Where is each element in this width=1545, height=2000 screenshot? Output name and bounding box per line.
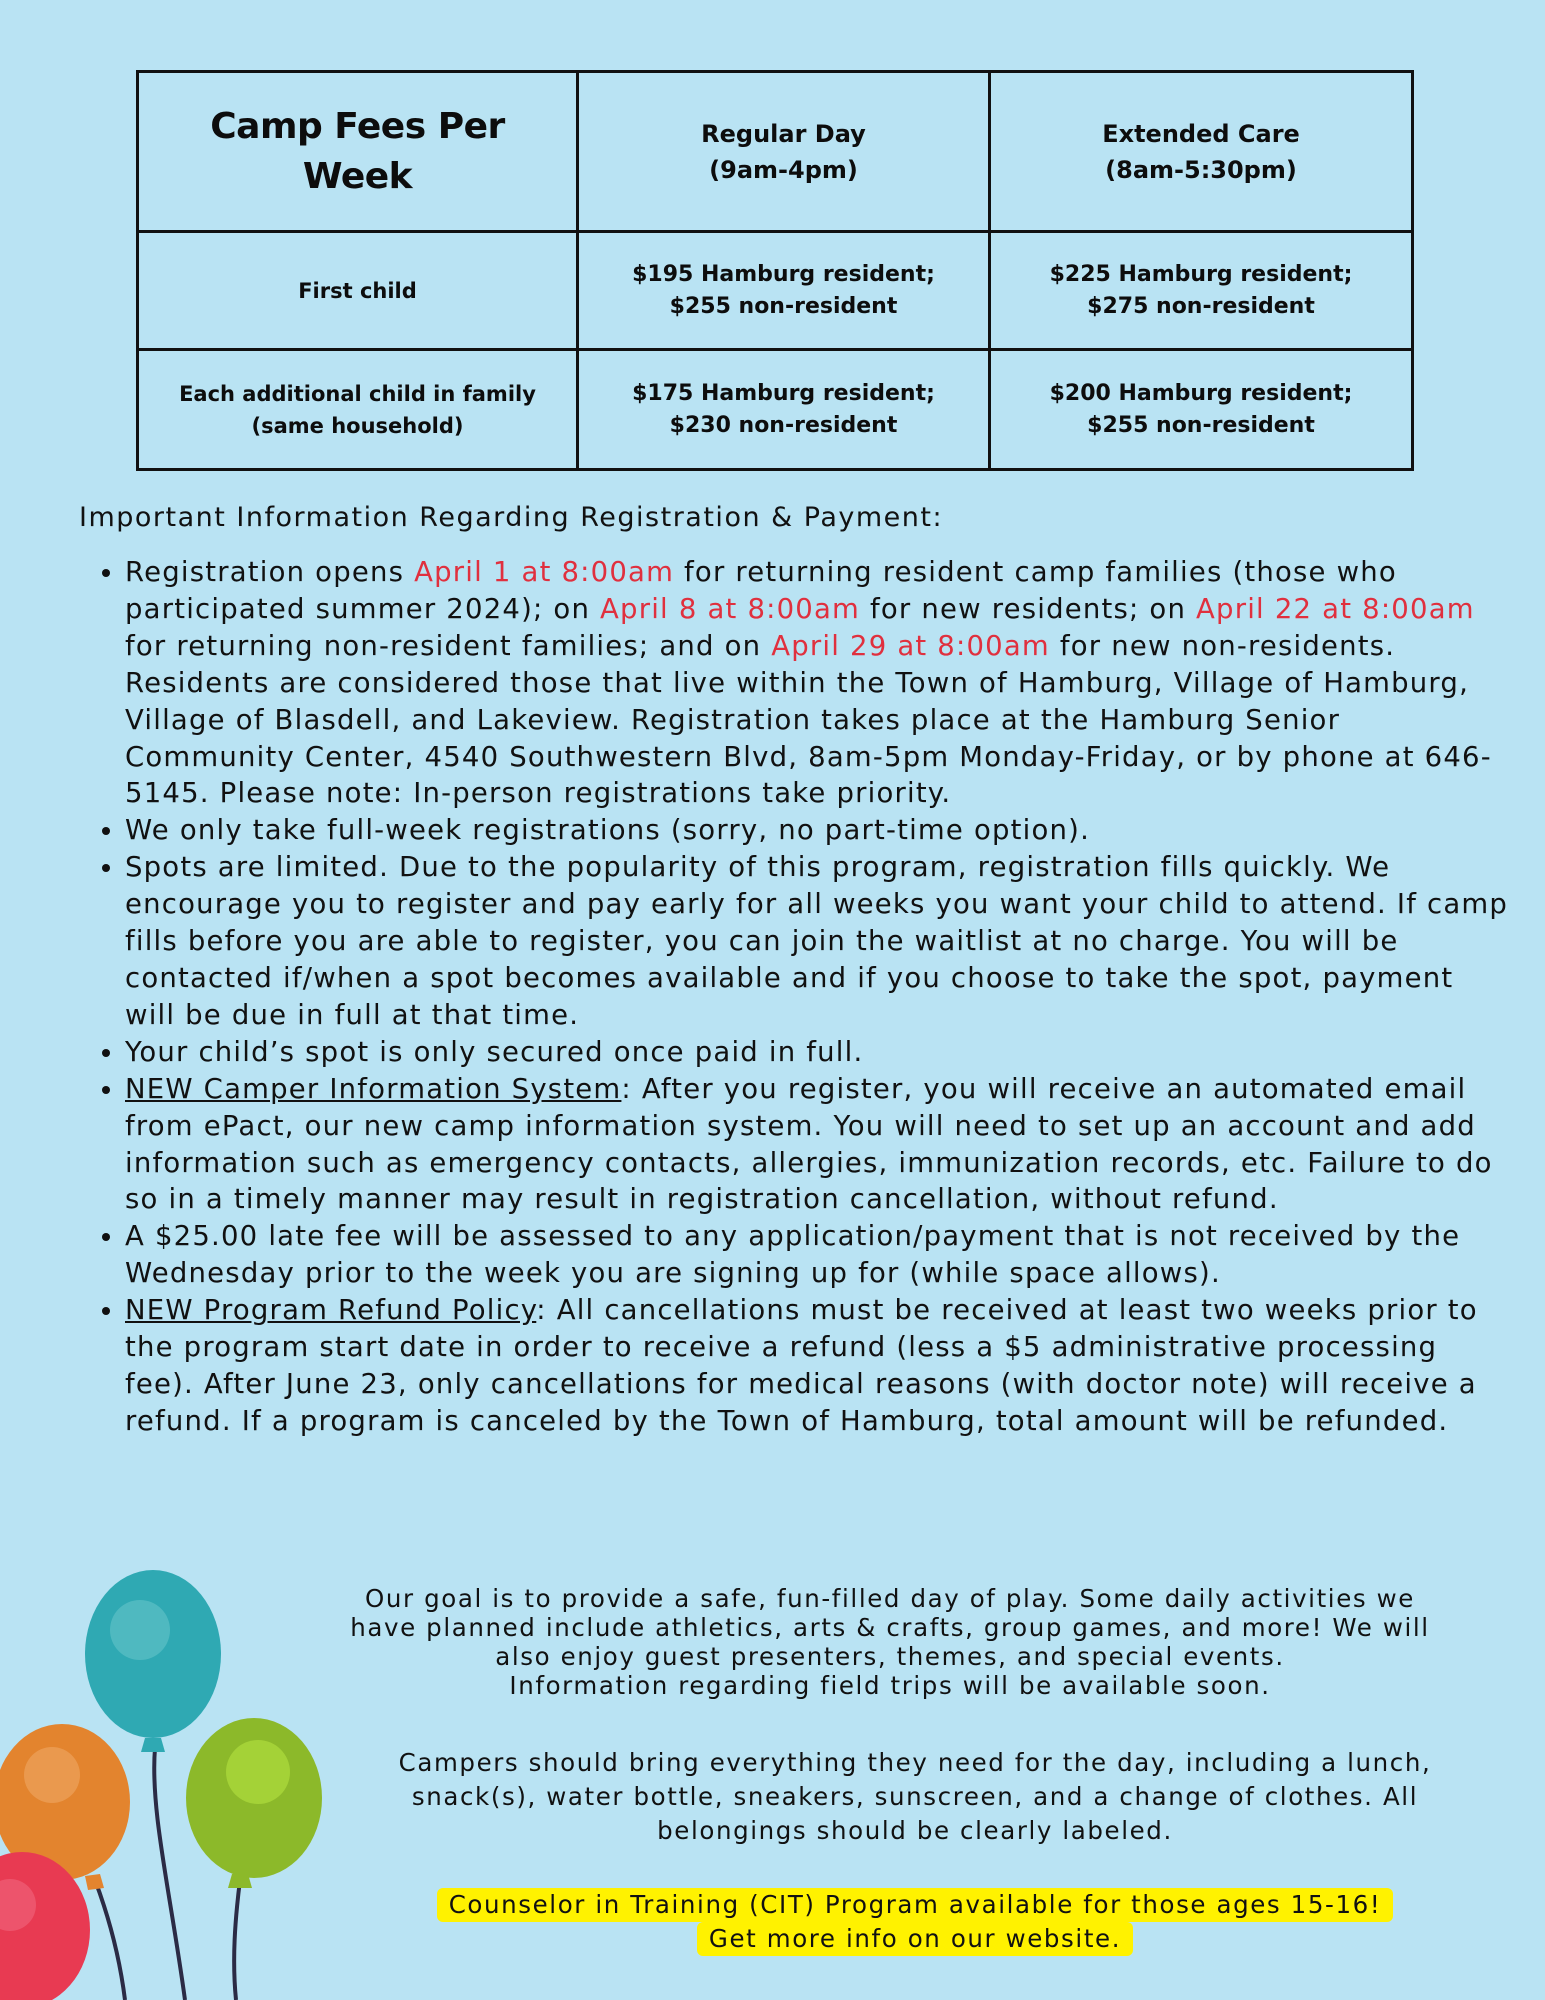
date-highlight: April 29 at 8:00am (771, 629, 1050, 662)
green-balloon-icon (186, 1718, 322, 1888)
row-header-additional-child: Each additional child in family (same household) (138, 350, 578, 470)
date-highlight: April 22 at 8:00am (1196, 592, 1475, 625)
balloon-string (154, 1748, 185, 2000)
cit-highlight: Get more info on our website. (697, 1922, 1133, 1956)
list-item-spots-limited: • Spots are limited. Due to the popularity of this program, registration fills quickly. We encourage you to register and pay early for all weeks you want your child to attend. If camp fills before you are able to register, you can join the waitlist at no charge. You will be contacted if/when a spot becomes available and if you choose to take the spot, payment will be due in full at that time. (125, 849, 1510, 1034)
list-item-refund-policy: • NEW Program Refund Policy: All cancellations must be received at least two weeks prior to the program start date in order to receive a refund (less a $5 administrative processing fee). After June 23, only cancellations for medical reasons (with doctor note) will receive a refund. If a program is canceled by the Town of Hamburg, total amount will be refunded. (125, 1292, 1510, 1440)
fee-cell: $195 Hamburg resident; $255 non-resident (578, 232, 990, 350)
date-highlight: April 8 at 8:00am (600, 592, 861, 625)
teal-balloon-icon (85, 1570, 221, 1752)
goal-paragraph: Our goal is to provide a safe, fun-filled day of play. Some daily activities we have planned include athletics, arts & crafts, group games, and more! We will also enjoy guest presenters, themes, and special events. Information regarding field trips will be available soon. (350, 1584, 1430, 1700)
bring-paragraph: Campers should bring everything they need for the day, including a lunch, snack(s), water bottle, sneakers, sunscreen, and a change of clothes. All belongings should be clearly labeled. (398, 1748, 1432, 1845)
fee-cell: $200 Hamburg resident; $255 non-resident (990, 350, 1413, 470)
fee-cell: $175 Hamburg resident; $230 non-resident (578, 350, 990, 470)
balloons-icon (0, 1560, 340, 2000)
table-header-row (138, 72, 1413, 232)
date-highlight: April 1 at 8:00am (414, 556, 675, 588)
info-list (92, 554, 1510, 1440)
list-item-full-week: • We only take full-week registrations (sorry, no part-time option). (125, 812, 1510, 849)
list-item-registration: • Registration opens April 1 at 8:00am for returning resident camp families (those who participated summer 2024); on April 8 at 8:00am for new residents; on April 22 at 8:00am for returning non-resident families; and on April 29 at 8:00am for new non-residents. Residents are considered those that live within the Town of Hamburg, Village of Hamburg, Village of Blasdell, and Lakeview. Registration takes place at the Hamburg Senior Community Center, 4540 Southwestern Blvd, 8am-5pm Monday-Friday, or by phone at 646-5145. Please note: In-person registrations take priority. (125, 554, 1510, 812)
balloon-string (234, 1880, 240, 2000)
info-system-title: NEW Camper Information System (125, 1072, 622, 1105)
row-header-first-child: First child (138, 232, 578, 350)
list-item-info-system: • NEW Camper Information System: After you register, you will receive an automated email from ePact, our new camp information system. You will need to set up an account and add information such as emergency contacts, allergies, immunization records, etc. Failure to do so in a timely manner may result in registration cancellation, without refund. (125, 1071, 1510, 1219)
fee-cell: $225 Hamburg resident; $275 non-resident (990, 232, 1413, 350)
list-item-spot-secured: • Your child’s spot is only secured once paid in full. (125, 1034, 1510, 1071)
column-header-extended-care: Extended Care (8am-5:30pm) (990, 72, 1413, 232)
list-item-late-fee: • A $25.00 late fee will be assessed to any application/payment that is not received by the Wednesday prior to the week you are signing up for (while space allows). (125, 1218, 1510, 1292)
cit-highlight: Counselor in Training (CIT) Program available for those ages 15-16! (437, 1888, 1394, 1922)
info-heading: Important Information Regarding Registration & Payment: (79, 502, 944, 533)
balloon-string (95, 1880, 125, 2000)
table-row (138, 350, 1413, 470)
table-row (138, 232, 1413, 350)
column-header-regular-day: Regular Day (9am-4pm) (578, 72, 990, 232)
camp-fees-table (136, 70, 1414, 471)
table-title: Camp Fees Per Week (138, 72, 578, 232)
cit-callout (390, 1888, 1440, 1956)
refund-policy-title: NEW Program Refund Policy (125, 1294, 537, 1327)
